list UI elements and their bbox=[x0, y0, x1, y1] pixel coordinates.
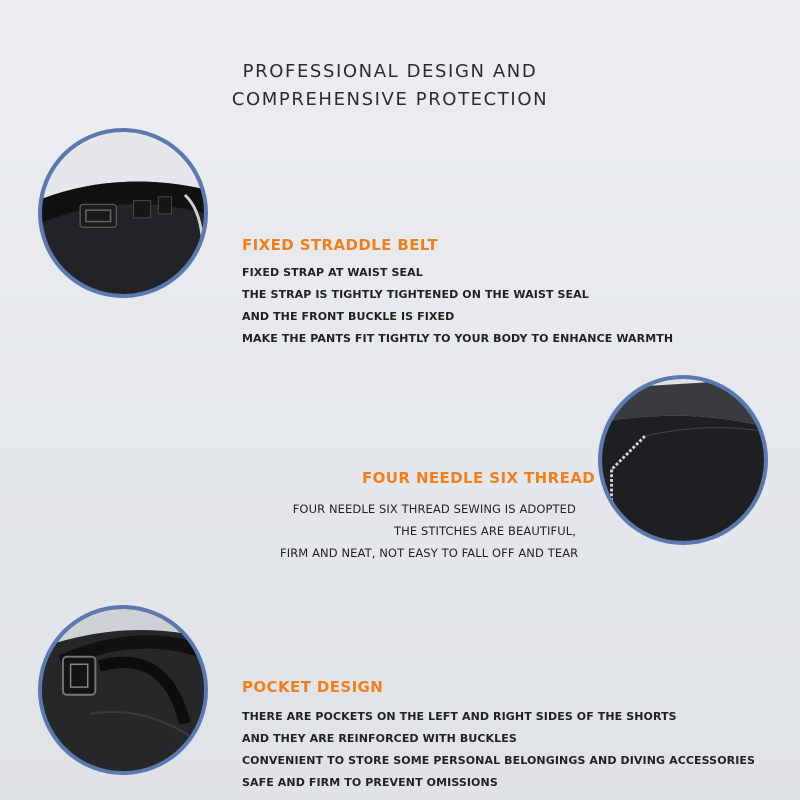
headline-line-1: PROFESSIONAL DESIGN AND bbox=[242, 61, 538, 82]
desc-line: THE STRAP IS TIGHTLY TIGHTENED ON THE WAIST SEAL bbox=[242, 288, 589, 301]
desc-line: FIXED STRAP AT WAIST SEAL bbox=[242, 266, 423, 279]
pocket-buckle-photo bbox=[38, 605, 208, 775]
headline-line-2: COMPREHENSIVE PROTECTION bbox=[231, 89, 549, 110]
section-title-pocket-design: POCKET DESIGN bbox=[242, 678, 384, 696]
waist-belt-buckle-photo bbox=[38, 128, 208, 298]
desc-line: THERE ARE POCKETS ON THE LEFT AND RIGHT SIDES OF THE SHORTS bbox=[242, 710, 677, 723]
desc-line: SAFE AND FIRM TO PREVENT OMISSIONS bbox=[242, 776, 498, 789]
section-desc-straddle-belt bbox=[242, 262, 673, 350]
desc-line: THE STITCHES ARE BEAUTIFUL, bbox=[394, 524, 576, 538]
stitched-seam-icon bbox=[602, 379, 764, 541]
desc-line: MAKE THE PANTS FIT TIGHTLY TO YOUR BODY TO ENHANCE WARMTH bbox=[242, 332, 674, 345]
desc-line: FIRM AND NEAT, NOT EASY TO FALL OFF AND TEAR bbox=[280, 546, 579, 560]
desc-line: FOUR NEEDLE SIX THREAD SEWING IS ADOPTED bbox=[292, 502, 576, 516]
waist-belt-buckle-icon bbox=[42, 132, 204, 294]
section-desc-four-needle bbox=[280, 498, 579, 564]
desc-line: AND THE FRONT BUCKLE IS FIXED bbox=[242, 310, 455, 323]
stitched-seam-photo bbox=[598, 375, 768, 545]
section-title-straddle-belt: FIXED STRADDLE BELT bbox=[242, 236, 439, 254]
pocket-buckle-icon bbox=[42, 609, 204, 771]
desc-line: CONVENIENT TO STORE SOME PERSONAL BELONGINGS AND DIVING ACCESSORIES bbox=[242, 754, 756, 767]
section-title-four-needle: FOUR NEEDLE SIX THREAD bbox=[362, 469, 596, 487]
headline bbox=[0, 58, 780, 114]
desc-line: AND THEY ARE REINFORCED WITH BUCKLES bbox=[242, 732, 517, 745]
section-desc-pocket-design bbox=[242, 706, 755, 794]
